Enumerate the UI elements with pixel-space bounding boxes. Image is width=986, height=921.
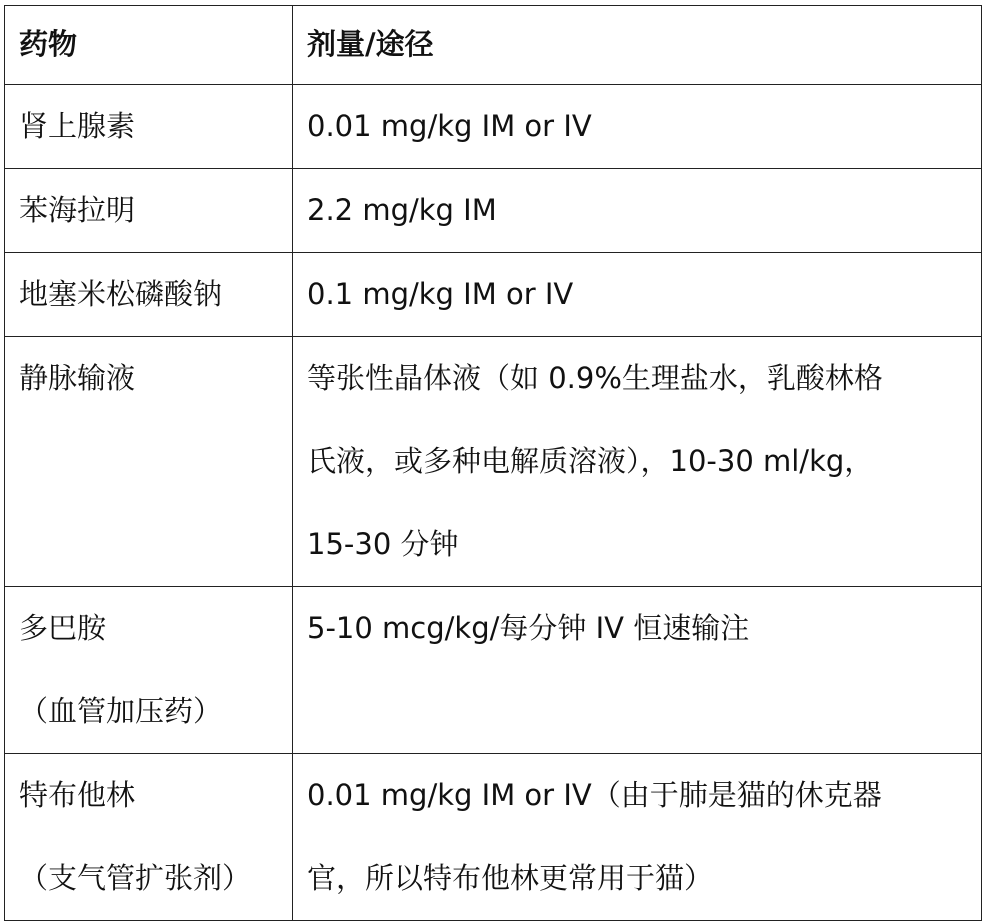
table-header-row [5,6,982,85]
header-dose-route: 剂量/途径 [293,6,982,85]
drug-line: 静脉输液 [19,361,136,395]
drug-line: 多巴胺 [19,611,107,645]
drug-line: 特布他林 [19,778,136,812]
dose-cell [293,337,982,587]
dose-line: 氏液，或多种电解质溶液），10-30 ml/kg， [307,444,874,478]
drug-dosage-table-container [4,5,982,921]
drug-cell: 肾上腺素 [5,85,293,169]
dose-cell: 2.2 mg/kg IM [293,169,982,253]
dose-cell: 0.1 mg/kg IM or IV [293,253,982,337]
drug-cell [5,754,293,921]
header-drug: 药物 [5,6,293,85]
dose-cell: 0.01 mg/kg IM or IV [293,85,982,169]
table-row [5,337,982,587]
drug-dosage-table [4,5,982,921]
drug-cell [5,587,293,754]
dose-line: 5-10 mcg/kg/每分钟 IV 恒速输注 [307,611,750,645]
table-row [5,253,982,337]
drug-line: （支气管扩张剂） [19,861,252,895]
table-row [5,169,982,253]
dose-line: 15-30 分钟 [307,527,459,561]
table-row [5,754,982,921]
table-row [5,85,982,169]
drug-line: （血管加压药） [19,694,223,728]
table-row [5,587,982,754]
drug-cell: 地塞米松磷酸钠 [5,253,293,337]
drug-cell [5,337,293,587]
dose-cell [293,754,982,921]
dose-cell [293,587,982,754]
dose-line: 等张性晶体液（如 0.9%生理盐水，乳酸林格 [307,361,883,395]
drug-cell: 苯海拉明 [5,169,293,253]
dose-line: 官，所以特布他林更常用于猫） [307,861,714,895]
dose-line: 0.01 mg/kg IM or IV（由于肺是猫的休克器 [307,778,882,812]
